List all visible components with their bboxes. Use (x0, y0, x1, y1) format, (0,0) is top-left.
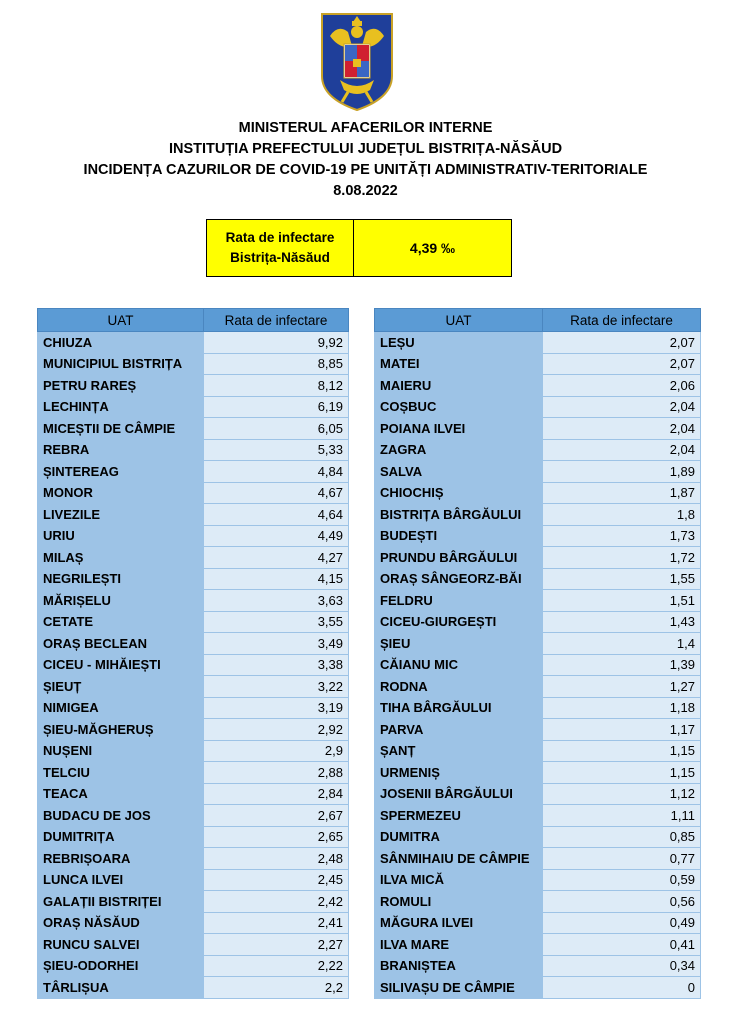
uat-name: BUDACU DE JOS (38, 805, 204, 827)
table-row (38, 740, 349, 762)
uat-name: NUȘENI (38, 740, 204, 762)
infection-rate: 2,42 (204, 891, 349, 913)
table-row (375, 719, 701, 741)
table-row (375, 590, 701, 612)
uat-name: ȘIEU-MĂGHERUȘ (38, 719, 204, 741)
infection-rate: 8,85 (204, 353, 349, 375)
uat-name: CETATE (38, 611, 204, 633)
table-row (38, 590, 349, 612)
table-row (38, 654, 349, 676)
table-row (375, 547, 701, 569)
uat-name: TEACA (38, 783, 204, 805)
uat-name: BUDEȘTI (375, 525, 543, 547)
uat-name: LIVEZILE (38, 504, 204, 526)
infection-rate: 4,84 (204, 461, 349, 483)
table-row (375, 461, 701, 483)
infection-rate: 0,56 (543, 891, 701, 913)
uat-name: PETRU RAREȘ (38, 375, 204, 397)
coat-of-arms-icon (318, 6, 396, 112)
infection-rate: 4,64 (204, 504, 349, 526)
table-row (38, 633, 349, 655)
uat-name: ORAȘ SÂNGEORZ-BĂI (375, 568, 543, 590)
uat-name: MONOR (38, 482, 204, 504)
table-row (38, 396, 349, 418)
uat-name: CICEU - MIHĂIEȘTI (38, 654, 204, 676)
table-row (375, 848, 701, 870)
table-row (38, 826, 349, 848)
infection-rate: 1,12 (543, 783, 701, 805)
uat-name: MILAȘ (38, 547, 204, 569)
uat-name: COȘBUC (375, 396, 543, 418)
table-row (38, 375, 349, 397)
uat-name: ROMULI (375, 891, 543, 913)
infection-rate: 2,06 (543, 375, 701, 397)
uat-name: ZAGRA (375, 439, 543, 461)
uat-name: MICEȘTII DE CÂMPIE (38, 418, 204, 440)
uat-name: URMENIȘ (375, 762, 543, 784)
infection-rate: 1,43 (543, 611, 701, 633)
uat-name: DUMITRA (375, 826, 543, 848)
infection-rate: 1,89 (543, 461, 701, 483)
infection-rate: 2,04 (543, 439, 701, 461)
county-summary-box (206, 219, 512, 277)
uat-name: ORAȘ BECLEAN (38, 633, 204, 655)
uat-name: SILIVAȘU DE CÂMPIE (375, 977, 543, 999)
uat-name: GALAȚII BISTRIȚEI (38, 891, 204, 913)
table-row (38, 977, 349, 999)
infection-rate: 2,07 (543, 353, 701, 375)
report-title: INCIDENȚA CAZURILOR DE COVID-19 PE UNITĂȚI ADMINISTRATIV-TERITORIALE (83, 162, 648, 178)
infection-rate: 2,92 (204, 719, 349, 741)
report-date: 8.08.2022 (333, 183, 398, 199)
table-row (38, 848, 349, 870)
infection-rate: 2,04 (543, 418, 701, 440)
table-row (375, 934, 701, 956)
infection-rate: 2,88 (204, 762, 349, 784)
infection-rate: 2,07 (543, 332, 701, 354)
table-row (375, 633, 701, 655)
infection-rate: 2,67 (204, 805, 349, 827)
infection-rate: 2,22 (204, 955, 349, 977)
uat-name: TELCIU (38, 762, 204, 784)
infection-rate: 5,33 (204, 439, 349, 461)
table-row (38, 439, 349, 461)
document-heading (0, 118, 731, 202)
infection-rate: 1,51 (543, 590, 701, 612)
uat-name: CHIUZA (38, 332, 204, 354)
table-row (375, 353, 701, 375)
uat-table-right (374, 308, 701, 999)
table-row (375, 783, 701, 805)
table-row (38, 934, 349, 956)
infection-rate: 2,2 (204, 977, 349, 999)
table-header-row (38, 309, 349, 332)
uat-name: ORAȘ NĂSĂUD (38, 912, 204, 934)
table-row (375, 611, 701, 633)
table-row (375, 955, 701, 977)
uat-name: CHIOCHIȘ (375, 482, 543, 504)
table-row (375, 912, 701, 934)
uat-name: RUNCU SALVEI (38, 934, 204, 956)
infection-rate: 1,72 (543, 547, 701, 569)
table-row (375, 740, 701, 762)
table-row (375, 375, 701, 397)
uat-name: ȘINTEREAG (38, 461, 204, 483)
infection-rate: 2,9 (204, 740, 349, 762)
table-row (375, 418, 701, 440)
uat-name: POIANA ILVEI (375, 418, 543, 440)
uat-name: NEGRILEȘTI (38, 568, 204, 590)
summary-label-line2: Bistrița-Năsăud (230, 250, 330, 265)
table-row (375, 977, 701, 999)
infection-rate: 2,84 (204, 783, 349, 805)
uat-name: NIMIGEA (38, 697, 204, 719)
infection-rate: 2,65 (204, 826, 349, 848)
table-row (375, 869, 701, 891)
infection-rate: 1,8 (543, 504, 701, 526)
infection-rate: 2,27 (204, 934, 349, 956)
table-row (38, 547, 349, 569)
county-summary-label (207, 220, 354, 276)
table-row (38, 719, 349, 741)
table-row (375, 439, 701, 461)
infection-rate: 1,73 (543, 525, 701, 547)
table-row (375, 654, 701, 676)
table-row (38, 418, 349, 440)
institution-title: INSTITUȚIA PREFECTULUI JUDEȚUL BISTRIȚA-NĂSĂUD (168, 141, 563, 157)
infection-rate: 1,11 (543, 805, 701, 827)
infection-rate: 4,49 (204, 525, 349, 547)
uat-name: MAIERU (375, 375, 543, 397)
table-row (38, 504, 349, 526)
infection-rate: 3,49 (204, 633, 349, 655)
infection-rate: 0,85 (543, 826, 701, 848)
infection-rate: 1,27 (543, 676, 701, 698)
table-row (375, 891, 701, 913)
infection-rate: 2,04 (543, 396, 701, 418)
infection-rate: 1,15 (543, 762, 701, 784)
table-row (38, 783, 349, 805)
uat-table-left (37, 308, 349, 999)
infection-rate: 1,17 (543, 719, 701, 741)
uat-name: BRANIȘTEA (375, 955, 543, 977)
infection-rate: 9,92 (204, 332, 349, 354)
infection-rate: 1,39 (543, 654, 701, 676)
uat-name: MUNICIPIUL BISTRIȚA (38, 353, 204, 375)
summary-label-line1: Rata de infectare (225, 230, 335, 245)
table-header-row (375, 309, 701, 332)
infection-rate: 1,15 (543, 740, 701, 762)
table-row (38, 461, 349, 483)
infection-rate: 1,4 (543, 633, 701, 655)
infection-rate: 2,45 (204, 869, 349, 891)
uat-name: ȘIEU (375, 633, 543, 655)
infection-rate: 0,34 (543, 955, 701, 977)
uat-name: ȘANȚ (375, 740, 543, 762)
infection-rate: 4,27 (204, 547, 349, 569)
column-header-rate: Rata de infectare (543, 309, 701, 332)
table-row (375, 504, 701, 526)
table-row (38, 332, 349, 354)
uat-name: REBRIȘOARA (38, 848, 204, 870)
table-row (38, 955, 349, 977)
infection-rate: 1,18 (543, 697, 701, 719)
uat-name: MATEI (375, 353, 543, 375)
uat-name: LEȘU (375, 332, 543, 354)
uat-name: ȘIEU-ODORHEI (38, 955, 204, 977)
infection-rate: 3,19 (204, 697, 349, 719)
uat-name: JOSENII BÂRGĂULUI (375, 783, 543, 805)
table-row (38, 869, 349, 891)
infection-rate: 0,41 (543, 934, 701, 956)
table-row (38, 676, 349, 698)
table-row (38, 762, 349, 784)
table-row (38, 697, 349, 719)
infection-rate: 1,55 (543, 568, 701, 590)
table-row (375, 525, 701, 547)
uat-name: ȘIEUȚ (38, 676, 204, 698)
infection-rate: 6,05 (204, 418, 349, 440)
infection-rate: 8,12 (204, 375, 349, 397)
uat-name: SPERMEZEU (375, 805, 543, 827)
infection-rate: 6,19 (204, 396, 349, 418)
uat-name: PARVA (375, 719, 543, 741)
county-infection-rate: 4,39 ‰ (409, 240, 456, 256)
table-row (38, 891, 349, 913)
infection-rate: 3,55 (204, 611, 349, 633)
table-row (375, 332, 701, 354)
ministry-title: MINISTERUL AFACERILOR INTERNE (238, 120, 493, 136)
uat-name: DUMITRIȚA (38, 826, 204, 848)
uat-name: MĂGURA ILVEI (375, 912, 543, 934)
infection-rate: 3,38 (204, 654, 349, 676)
table-row (375, 396, 701, 418)
table-row (375, 568, 701, 590)
uat-name: TÂRLIȘUA (38, 977, 204, 999)
table-row (375, 762, 701, 784)
uat-name: SÂNMIHAIU DE CÂMPIE (375, 848, 543, 870)
uat-name: MĂRIȘELU (38, 590, 204, 612)
table-row (375, 676, 701, 698)
infection-rate: 2,41 (204, 912, 349, 934)
table-row (375, 482, 701, 504)
table-row (38, 568, 349, 590)
uat-name: REBRA (38, 439, 204, 461)
infection-rate: 0,59 (543, 869, 701, 891)
uat-name: PRUNDU BÂRGĂULUI (375, 547, 543, 569)
table-row (375, 826, 701, 848)
uat-name: ILVA MICĂ (375, 869, 543, 891)
infection-rate: 0 (543, 977, 701, 999)
column-header-uat: UAT (375, 309, 543, 332)
infection-rate: 3,22 (204, 676, 349, 698)
column-header-uat: UAT (38, 309, 204, 332)
infection-rate: 0,77 (543, 848, 701, 870)
uat-name: SALVA (375, 461, 543, 483)
uat-name: FELDRU (375, 590, 543, 612)
table-row (375, 805, 701, 827)
table-row (38, 353, 349, 375)
infection-rate: 1,87 (543, 482, 701, 504)
table-row (38, 482, 349, 504)
uat-name: LUNCA ILVEI (38, 869, 204, 891)
uat-name: CICEU-GIURGEȘTI (375, 611, 543, 633)
uat-name: ILVA MARE (375, 934, 543, 956)
infection-rate: 3,63 (204, 590, 349, 612)
infection-rate: 2,48 (204, 848, 349, 870)
uat-name: LECHINȚA (38, 396, 204, 418)
infection-rate: 0,49 (543, 912, 701, 934)
infection-rate: 4,67 (204, 482, 349, 504)
table-row (38, 525, 349, 547)
table-row (38, 611, 349, 633)
uat-name: BISTRIȚA BÂRGĂULUI (375, 504, 543, 526)
infection-rate: 4,15 (204, 568, 349, 590)
table-row (38, 805, 349, 827)
uat-name: TIHA BÂRGĂULUI (375, 697, 543, 719)
uat-name: CĂIANU MIC (375, 654, 543, 676)
uat-name: URIU (38, 525, 204, 547)
table-row (38, 912, 349, 934)
uat-name: RODNA (375, 676, 543, 698)
table-row (375, 697, 701, 719)
column-header-rate: Rata de infectare (204, 309, 349, 332)
